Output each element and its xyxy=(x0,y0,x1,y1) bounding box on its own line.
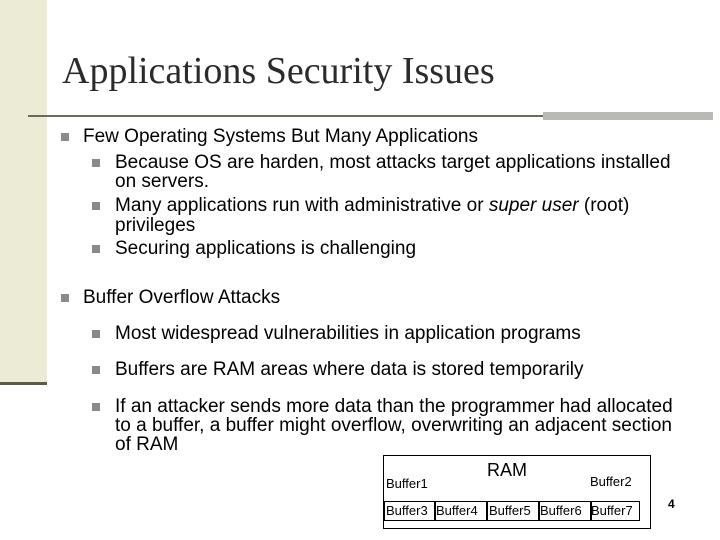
title-rule xyxy=(28,112,683,120)
bullet-text: (root) xyxy=(578,195,630,216)
title-rule-thin xyxy=(28,115,543,117)
bullet-marker xyxy=(92,202,100,210)
bullet-securing xyxy=(115,239,416,259)
buffer-7: Buffer7 xyxy=(591,503,633,518)
bullet-marker xyxy=(61,133,69,141)
page-number: 4 xyxy=(668,497,675,511)
bullet-text: to a buffer, a buffer might overflow, overwriting an adjacent section xyxy=(115,415,672,436)
bullet-text: Buffers are RAM areas where data is stored temporarily xyxy=(115,359,584,380)
bullet-marker xyxy=(61,294,69,302)
buffer-5: Buffer5 xyxy=(489,503,531,518)
bullet-text: Buffer Overflow Attacks xyxy=(83,287,281,308)
bullet-text: Many applications run with administrative or xyxy=(115,195,489,216)
bullet-admin-apps-cont xyxy=(115,216,195,236)
title-rule-thick xyxy=(543,112,713,120)
bullet-admin-apps xyxy=(115,196,629,216)
bullet-text: of RAM xyxy=(115,434,179,455)
bullet-marker xyxy=(92,403,100,411)
bullet-ram-areas xyxy=(115,360,584,380)
bullet-text: If an attacker sends more data than the programmer had allocated xyxy=(115,396,673,417)
buffer-3: Buffer3 xyxy=(386,503,428,518)
bullet-marker xyxy=(92,366,100,374)
bullet-text: Because OS are harden, most attacks target applications installed xyxy=(115,152,671,173)
bullet-os-harden-cont xyxy=(115,172,209,192)
bullet-buffer-overflow xyxy=(83,288,280,308)
bullet-marker xyxy=(92,159,100,167)
left-decorative-band xyxy=(0,0,47,384)
buffer-1: Buffer1 xyxy=(386,476,428,491)
buffer-2: Buffer2 xyxy=(590,474,632,489)
bullet-attacker-cont2 xyxy=(115,435,178,455)
left-band-divider xyxy=(0,382,47,385)
bullet-text: privileges xyxy=(115,215,196,236)
bullet-text-italic: super user xyxy=(488,195,579,216)
bullet-marker xyxy=(92,330,100,338)
bullet-marker xyxy=(92,245,100,253)
buffer-6: Buffer6 xyxy=(540,503,582,518)
bullet-attacker xyxy=(115,397,673,417)
bullet-few-os xyxy=(83,127,478,147)
bullet-text: Few Operating Systems But Many Applications xyxy=(83,126,478,147)
bullet-text: Securing applications is challenging xyxy=(115,238,417,259)
bullet-attacker-cont1 xyxy=(115,416,672,436)
buffer-4: Buffer4 xyxy=(436,503,478,518)
bullet-widespread xyxy=(115,324,581,344)
bullet-os-harden xyxy=(115,153,671,173)
bullet-text: on servers. xyxy=(115,171,209,192)
bullet-text: Most widespread vulnerabilities in application programs xyxy=(115,323,581,344)
ram-label: RAM xyxy=(487,460,527,480)
slide-title: Applications Security Issues xyxy=(62,50,495,92)
